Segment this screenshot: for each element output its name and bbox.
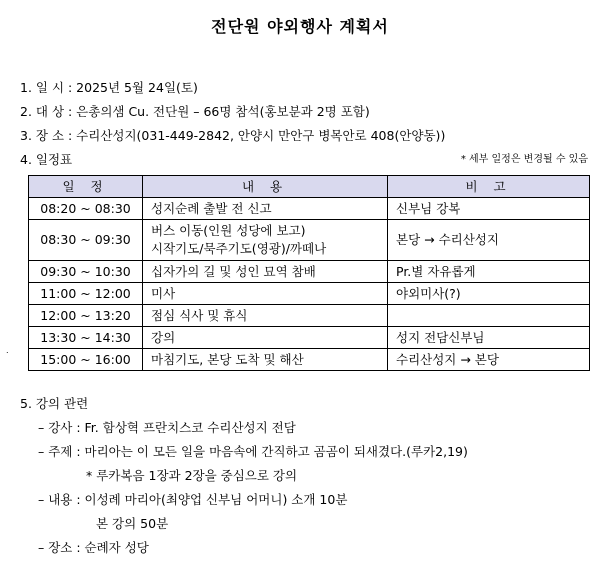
lecture-content: – 내용 : 이성례 마리아(최양업 신부님 어머니) 소개 10분 (38, 492, 348, 507)
cell-content: 점심 식사 및 휴식 (143, 305, 388, 327)
lecture-place: – 장소 : 순례자 성당 (38, 540, 149, 555)
cell-time: 08:30 ~ 09:30 (29, 220, 143, 261)
table-row (29, 261, 590, 283)
header-content: 내 용 (143, 176, 388, 198)
cell-content-line: 시작기도/묵주기도(영광)/까떼나 (151, 241, 327, 256)
schedule-note: * 세부 일정은 변경될 수 있음 (460, 154, 588, 165)
margin-mark: . (6, 346, 9, 355)
cell-remark (388, 305, 590, 327)
cell-remark: 수리산성지 → 본당 (388, 349, 590, 371)
lecture-speaker: – 강사 : Fr. 함상혁 프란치스코 수리산성지 전담 (38, 420, 296, 435)
cell-content: 미사 (143, 283, 388, 305)
table-row (29, 327, 590, 349)
cell-time: 15:00 ~ 16:00 (29, 349, 143, 371)
cell-remark: 야외미사(?) (388, 283, 590, 305)
cell-remark: 신부님 강복 (388, 198, 590, 220)
cell-content: 십자가의 길 및 성인 묘역 참배 (143, 261, 388, 283)
cell-remark: Pr.별 자유롭게 (388, 261, 590, 283)
item-target: 2. 대 상 : 은총의샘 Cu. 전단원 – 66명 참석(홍보분과 2명 포함) (20, 104, 370, 119)
lecture-topic-note: * 루카복음 1장과 2장을 중심으로 강의 (86, 468, 298, 483)
lecture-topic: – 주제 : 마리아는 이 모든 일을 마음속에 간직하고 곰곰이 되새겼다.(루카2,19) (38, 444, 468, 459)
cell-time: 09:30 ~ 10:30 (29, 261, 143, 283)
cell-content: 마침기도, 본당 도착 및 해산 (143, 349, 388, 371)
schedule-table (28, 175, 590, 371)
document-title: 전단원 야외행사 계획서 (211, 17, 389, 36)
item-schedule: 4. 일정표 (20, 152, 73, 167)
header-remark: 비 고 (388, 176, 590, 198)
table-row (29, 198, 590, 220)
section5-heading: 5. 강의 관련 (20, 396, 89, 411)
cell-content: 성지순례 출발 전 신고 (143, 198, 388, 220)
cell-time: 13:30 ~ 14:30 (29, 327, 143, 349)
cell-time: 12:00 ~ 13:20 (29, 305, 143, 327)
table-row (29, 283, 590, 305)
cell-content (143, 220, 388, 261)
cell-content-line: 버스 이동(인원 성당에 보고) (151, 223, 306, 238)
table-row (29, 305, 590, 327)
cell-time: 08:20 ~ 08:30 (29, 198, 143, 220)
lecture-content-2: 본 강의 50분 (96, 516, 169, 531)
header-time: 일 정 (29, 176, 143, 198)
cell-remark: 성지 전담신부님 (388, 327, 590, 349)
item-date: 1. 일 시 : 2025년 5월 24일(토) (20, 80, 198, 95)
cell-time: 11:00 ~ 12:00 (29, 283, 143, 305)
table-row (29, 220, 590, 261)
item-place: 3. 장 소 : 수리산성지(031-449-2842, 안양시 만안구 병목안로 408(안양동)) (20, 128, 446, 143)
cell-content: 강의 (143, 327, 388, 349)
table-row (29, 349, 590, 371)
cell-remark: 본당 → 수리산성지 (388, 220, 590, 261)
